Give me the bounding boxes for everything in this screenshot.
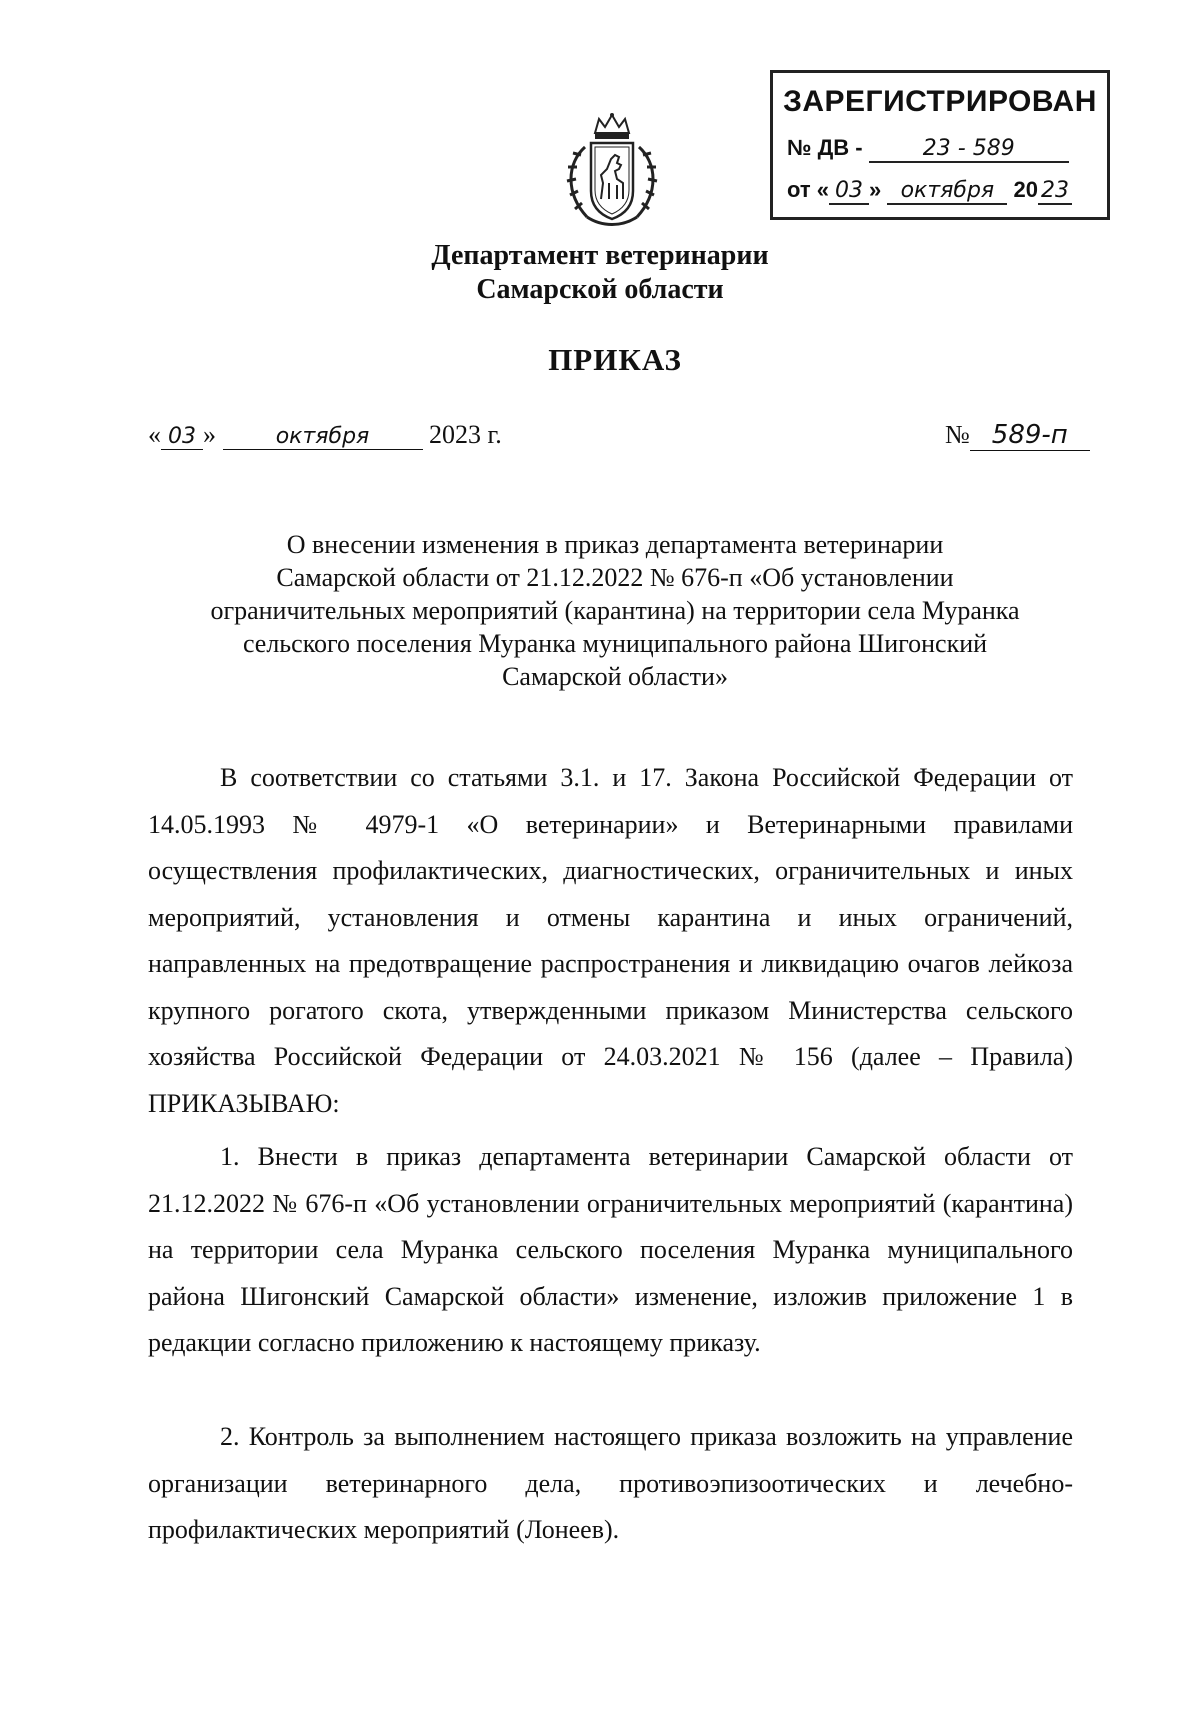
subject-line: Самарской области от 21.12.2022 № 676-п «Об установлении	[276, 563, 954, 592]
order-date	[148, 420, 502, 450]
department-name-line2: Самарской области	[476, 274, 724, 305]
stamp-number-value: 23 - 589	[869, 136, 1069, 163]
department-name-line1: Департамент ветеринарии	[431, 240, 769, 271]
stamp-date-year-suffix: 23	[1038, 178, 1072, 205]
date-year: 2023 г.	[429, 420, 502, 449]
stamp-date-month: октября	[887, 178, 1007, 205]
document-type-title: ПРИКАЗ	[548, 342, 682, 377]
date-day: 03	[161, 424, 203, 450]
body-paragraph-preamble	[148, 755, 1073, 1127]
date-month: октября	[223, 424, 423, 450]
subject-line: сельского поселения Муранка муниципального района Шигонский	[242, 629, 988, 658]
coat-of-arms-icon	[557, 113, 667, 233]
body-paragraph-item-2	[148, 1414, 1073, 1554]
order-number-label: №	[945, 420, 970, 449]
stamp-title: ЗАРЕГИСТРИРОВАН	[783, 85, 1097, 118]
order-subject	[100, 528, 1130, 693]
body-paragraph-item-1	[148, 1134, 1073, 1367]
stamp-date-year-prefix: 20	[1013, 177, 1038, 202]
date-quote-open: «	[148, 420, 161, 449]
order-number-value: 589-п	[970, 420, 1090, 451]
registration-stamp	[770, 70, 1110, 220]
order-number	[945, 420, 1090, 451]
subject-line: Самарской области»	[502, 662, 728, 691]
paragraph-text: 1. Внести в приказ департамента ветеринарии Самарской области от 21.12.2022 № 676-п «Об установлении ограничительных мероприятий (карантина) на территории села Муранка сельского поселения Муранка муниципального района Шигонский Самарской области» изменение, изложив приложение 1 в редакции согласно приложению к настоящему приказу.	[148, 1142, 1073, 1357]
stamp-number-row	[787, 135, 1069, 163]
stamp-date-day: 03	[829, 178, 869, 205]
paragraph-text: В соответствии со статьями 3.1. и 17. Закона Российской Федерации от 14.05.1993 № 4979-1 «О ветеринарии» и Ветеринарными правилами осуществления профилактических, диагностических, ограничительных и иных мероприятий, установления и отмены карантина и иных ограничений, направленных на предотвращение распространения и ликвидацию очагов лейкоза крупного рогатого скота, утвержденными приказом Министерства сельского хозяйства Российской Федерации от 24.03.2021 № 156 (далее – Правила) ПРИКАЗЫВАЮ:	[148, 763, 1073, 1118]
stamp-date-prefix: от «	[787, 177, 830, 202]
subject-line: О внесении изменения в приказ департамента ветеринарии	[286, 530, 944, 559]
coat-of-arms-emblem	[557, 113, 667, 233]
stamp-date-row	[787, 177, 1072, 205]
subject-line: ограничительных мероприятий (карантина) на территории села Муранка	[210, 596, 1020, 625]
date-quote-close: »	[203, 420, 216, 449]
stamp-number-prefix: № ДВ -	[787, 135, 863, 160]
paragraph-text: 2. Контроль за выполнением настоящего приказа возложить на управление организации ветеринарного дела, противоэпизоотических и лечебно-профилактических мероприятий (Лонеев).	[148, 1422, 1073, 1544]
stamp-date-mid: »	[869, 177, 882, 202]
